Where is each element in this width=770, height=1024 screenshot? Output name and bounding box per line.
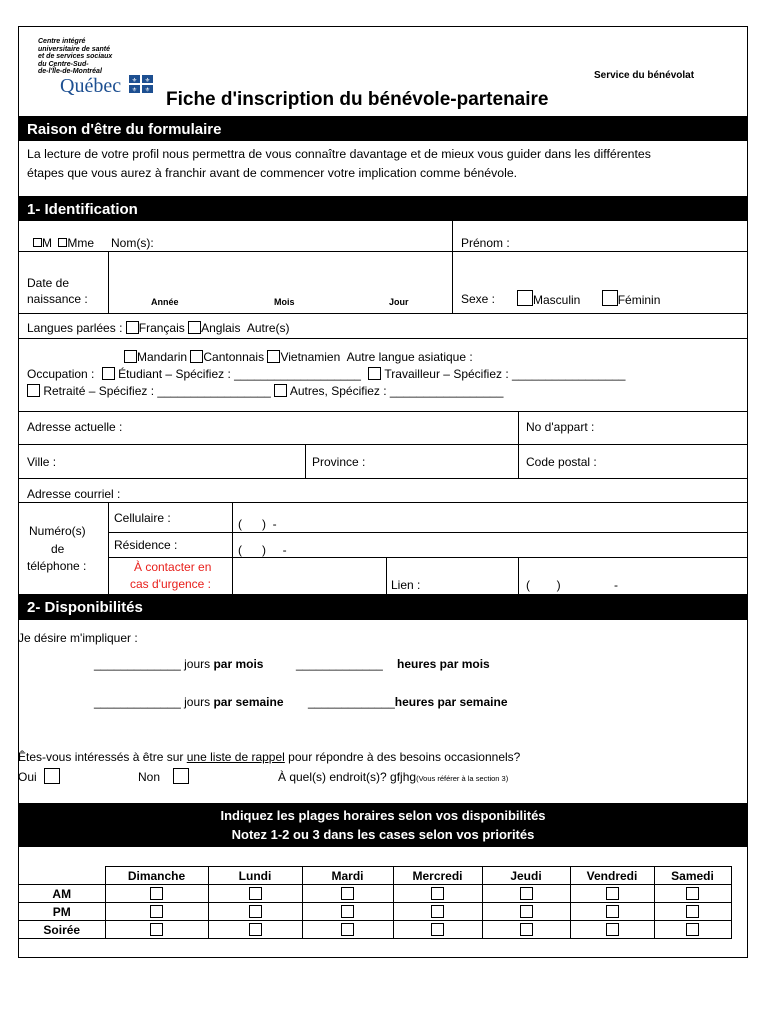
annee-label: Année <box>151 297 179 307</box>
etudiant-checkbox[interactable] <box>102 367 115 380</box>
tel-label-3: téléphone : <box>27 559 87 573</box>
francais-label: Français <box>138 321 185 335</box>
plages-line1: Indiquez les plages horaires selon vos disponibilités <box>220 808 546 823</box>
divider <box>108 557 748 558</box>
org-name-line: de-l'Île-de-Montréal <box>38 68 102 76</box>
par-mois-label: par mois <box>213 657 264 671</box>
asian-languages-row <box>124 350 473 364</box>
slot-checkbox[interactable] <box>431 923 444 936</box>
residence-format: ( ) - <box>238 543 287 557</box>
anglais-label: Anglais <box>201 321 241 335</box>
slot-checkbox[interactable] <box>520 905 533 918</box>
m-label: M <box>42 236 52 250</box>
mme-label: Mme <box>67 236 95 250</box>
travailleur-checkbox[interactable] <box>368 367 381 380</box>
day-header: Vendredi <box>570 867 654 885</box>
tel-label-2: de <box>51 542 65 556</box>
section-heading-disponibilites: 2- Disponibilités <box>27 599 143 616</box>
divider <box>452 221 453 313</box>
rappel-question <box>18 750 520 764</box>
heures-semaine-blank[interactable]: _____________ <box>308 695 395 709</box>
date-label-2: naissance : <box>27 292 88 306</box>
feminin-label: Féminin <box>617 293 661 307</box>
day-header: Mercredi <box>393 867 482 885</box>
divider <box>18 411 748 412</box>
anglais-checkbox[interactable] <box>188 321 201 334</box>
org-name-line: et de services sociaux <box>38 53 113 61</box>
noms-label: Nom(s): <box>111 236 154 250</box>
org-name-line: universitaire de santé <box>38 45 110 53</box>
slot-checkbox[interactable] <box>686 923 699 936</box>
autres-lang-label: Autre(s) <box>246 321 290 335</box>
org-name-line: Centre intégré <box>38 38 86 45</box>
occupation-row-1 <box>27 367 625 381</box>
divider <box>18 313 748 314</box>
mois-label: Mois <box>274 297 295 307</box>
divider <box>18 444 748 445</box>
jours-semaine-row <box>94 695 284 709</box>
autres-occ-checkbox[interactable] <box>274 384 287 397</box>
province-label: Province : <box>312 455 366 469</box>
lien-format: ( ) - <box>526 578 619 592</box>
divider <box>386 557 387 594</box>
rappel-text-a: Êtes-vous intéressés à être sur <box>18 750 184 764</box>
row-label: AM <box>19 885 106 903</box>
oui-label: Oui <box>18 770 37 784</box>
raison-text-line1: La lecture de votre profil nous permettra de vous connaître davantage et de mieux vous guider dans les différentes <box>27 147 651 161</box>
svg-text:⚜: ⚜ <box>144 86 150 93</box>
masculin-label: Masculin <box>533 293 581 307</box>
slot-checkbox[interactable] <box>606 923 619 936</box>
occupation-label: Occupation : <box>27 367 95 381</box>
divider <box>305 444 306 478</box>
slot-checkbox[interactable] <box>341 887 354 900</box>
endroit-ref: (Vous référer à la section 3) <box>416 774 509 783</box>
postal-label: Code postal : <box>526 455 597 469</box>
slot-checkbox[interactable] <box>341 905 354 918</box>
divider <box>18 502 748 503</box>
svg-text:⚜: ⚜ <box>131 86 137 93</box>
appart-label: No d'appart : <box>526 420 595 434</box>
divider <box>232 502 233 594</box>
impliquer-label: Je désire m'impliquer : <box>18 631 138 645</box>
retraite-label: Retraité – Spécifiez : _________________ <box>43 384 271 398</box>
jours-label: jours <box>184 657 211 671</box>
divider <box>518 557 519 594</box>
quebec-flag-icon <box>129 75 153 93</box>
cellulaire-label: Cellulaire : <box>114 511 171 525</box>
non-option <box>138 768 189 784</box>
slot-checkbox[interactable] <box>431 905 444 918</box>
heures-mois-blank[interactable]: _____________ <box>296 657 383 671</box>
cellulaire-format: ( ) - <box>238 517 277 531</box>
endroit-row <box>278 770 508 786</box>
divider <box>518 411 519 478</box>
etudiant-label: Étudiant – Spécifiez : ___________________ <box>118 367 361 381</box>
svg-text:⚜: ⚜ <box>131 77 137 84</box>
day-header: Mardi <box>302 867 393 885</box>
mme-checkbox[interactable] <box>58 238 67 247</box>
asiatique-label: Autre langue asiatique : <box>346 350 473 364</box>
mandarin-label: Mandarin <box>137 350 188 364</box>
section-heading-identification: 1- Identification <box>27 201 138 218</box>
jours-mois-row <box>94 657 263 671</box>
tel-label-1: Numéro(s) <box>29 524 86 538</box>
org-logo <box>38 38 150 97</box>
divider <box>108 532 748 533</box>
jours-mois-blank[interactable]: _____________ <box>94 657 181 671</box>
vietnamien-label: Vietnamien <box>280 350 341 364</box>
row-label: PM <box>19 903 106 921</box>
slot-checkbox[interactable] <box>431 887 444 900</box>
retraite-checkbox[interactable] <box>27 384 40 397</box>
divider <box>18 338 748 339</box>
m-checkbox[interactable] <box>33 238 42 247</box>
par-semaine-label: par semaine <box>213 695 284 709</box>
row-label: Soirée <box>19 921 106 939</box>
schedule-row <box>19 903 732 921</box>
oui-option <box>18 768 60 784</box>
residence-label: Résidence : <box>114 538 178 552</box>
jour-label: Jour <box>389 297 409 307</box>
day-header: Dimanche <box>105 867 208 885</box>
adresse-label: Adresse actuelle : <box>27 420 123 434</box>
page-title: Fiche d'inscription du bénévole-partenaire <box>166 89 549 110</box>
schedule-row <box>19 921 732 939</box>
vietnamien-checkbox[interactable] <box>267 350 280 363</box>
day-header: Samedi <box>654 867 731 885</box>
civility-row <box>33 236 94 250</box>
slot-checkbox[interactable] <box>249 905 262 918</box>
prenom-label: Prénom : <box>461 236 510 250</box>
section-heading-raison: Raison d'être du formulaire <box>27 121 222 138</box>
divider <box>108 502 109 594</box>
autres-occ-label: Autres, Spécifiez : _________________ <box>289 384 504 398</box>
divider <box>18 478 748 479</box>
mandarin-checkbox[interactable] <box>124 350 137 363</box>
slot-checkbox[interactable] <box>150 923 163 936</box>
langues-row <box>27 321 290 335</box>
cantonnais-checkbox[interactable] <box>190 350 203 363</box>
non-label: Non <box>138 770 161 784</box>
lien-label: Lien : <box>391 578 421 592</box>
org-name-line: du Centre-Sud- <box>38 60 89 68</box>
slot-checkbox[interactable] <box>150 905 163 918</box>
slot-checkbox[interactable] <box>341 923 354 936</box>
francais-checkbox[interactable] <box>126 321 139 334</box>
divider <box>108 251 109 313</box>
occupation-row-2 <box>27 384 503 398</box>
svg-text:⚜: ⚜ <box>144 77 150 84</box>
schedule-header-row <box>19 867 732 885</box>
rappel-text-b: pour répondre à des besoins occasionnels? <box>288 750 521 764</box>
feminin-checkbox[interactable] <box>602 290 618 306</box>
slot-checkbox[interactable] <box>249 923 262 936</box>
plages-line2: Notez 1-2 ou 3 dans les cases selon vos priorités <box>231 827 535 842</box>
day-header: Lundi <box>208 867 302 885</box>
slot-checkbox[interactable] <box>606 887 619 900</box>
slot-checkbox[interactable] <box>150 887 163 900</box>
masculin-checkbox[interactable] <box>517 290 533 306</box>
jours-label: jours <box>184 695 211 709</box>
non-checkbox[interactable] <box>173 768 189 784</box>
slot-checkbox[interactable] <box>249 887 262 900</box>
urgence-label-1: À contacter en <box>134 560 212 574</box>
travailleur-label: Travailleur – Spécifiez : _________________ <box>384 367 626 381</box>
schedule-row <box>19 885 732 903</box>
courriel-label: Adresse courriel : <box>27 487 121 501</box>
slot-checkbox[interactable] <box>606 905 619 918</box>
slot-checkbox[interactable] <box>520 887 533 900</box>
cantonnais-label: Cantonnais <box>203 350 265 364</box>
schedule-table <box>18 866 732 939</box>
slot-checkbox[interactable] <box>686 905 699 918</box>
urgence-label-2: cas d'urgence : <box>130 577 212 591</box>
quebec-wordmark: Québec <box>60 75 122 97</box>
heures-semaine-label: heures par semaine <box>394 695 508 709</box>
slot-checkbox[interactable] <box>520 923 533 936</box>
jours-semaine-blank[interactable]: _____________ <box>94 695 181 709</box>
heures-mois-label: heures par mois <box>397 657 490 671</box>
sexe-options <box>517 290 660 307</box>
sexe-label: Sexe : <box>461 292 496 306</box>
service-label: Service du bénévolat <box>594 70 695 81</box>
ville-label: Ville : <box>27 455 57 469</box>
langues-label: Langues parlées : <box>27 321 123 335</box>
rappel-link: une liste de rappel <box>186 750 285 764</box>
raison-text-line2: étapes que vous aurez à franchir avant de commencer votre implication comme bénévole. <box>27 166 518 180</box>
divider <box>18 251 748 252</box>
heures-semaine-row <box>308 695 508 709</box>
slot-checkbox[interactable] <box>686 887 699 900</box>
oui-checkbox[interactable] <box>44 768 60 784</box>
date-label-1: Date de <box>27 276 70 290</box>
day-header: Jeudi <box>482 867 570 885</box>
endroit-label: À quel(s) endroit(s)? gfjhg <box>278 770 417 784</box>
